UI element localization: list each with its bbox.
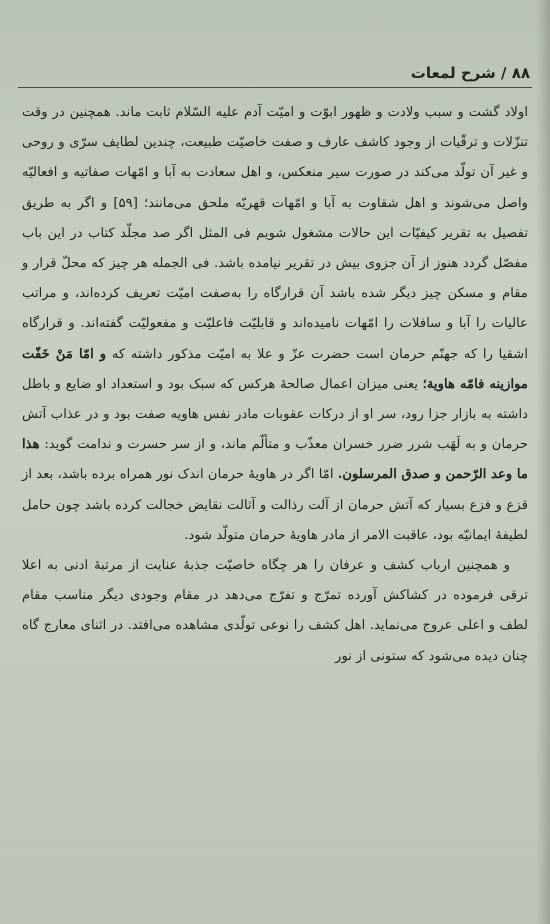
quran-quote: هذا ما وعد الرّحمن و صدق المرسلون. bbox=[22, 437, 528, 483]
paragraph-2 bbox=[22, 551, 528, 672]
page-edge-shadow bbox=[536, 0, 550, 924]
text-segment: و همچنین ارباب کشف و عرفان را هر چگاه خاصیّت جذبهٔ عنایت از مرتبهٔ ادنی به اعلا ترقی فرموده در کشاکش آورده تمرّج و تفرّج می‌دهد در مقام وجودی دیگر مناسب مقام لطف و اعلی عروج می‌نماید. اهل کشف را نوعی تولّدی مشاهده می‌افتد. در اثنای معارج گاه چنان دیده می‌شود که ستونی از نور bbox=[22, 558, 528, 664]
text-segment: اولاد گشت و سبب ولادت و ظهور ابوّت و امیّت آدم علیه السّلام ثابت ماند. همچنین در وقت تنزّلات و ترقّیات از وجود کاشف عارف و صفت خاصیّت طبیعت، چندین لطایف سرّی و روحی و غیر آن تولّد می‌کند در صورت سیر منعکس، و اهل سعادت به آبا و امّهات صفاتیه و افعالیّه واصل می‌شوند و اهل شقاوت به آبا و امّهات قهریّه ملحق می‌مانند؛ [۵۹] و اگر به طریق تفصیل به تقریر کیفیّات این حالات مشغول شویم فی المثل اگر صد مجلّد کتاب در این باب مفصّل گردد هنوز از آن جزوی بیش در تقریر نیامده باشد. فی الجمله هر چیز که محلّ قرار و مقام و مسکن چیز دیگر شده باشد آن قرارگاه را به‌صفت امیّت تعریف کرده‌اند، و مراتب عالیات را آبا و سافلات را امّهات نامیده‌اند و قابلیّت فاعلیّت و مفعولیّت گفته‌اند. و قرارگاه اشقیا را که جهنّم حرمان است حضرت عزّ و علا به امیّت مذکور داشته که bbox=[22, 105, 529, 362]
header-rule bbox=[18, 87, 532, 88]
page-header bbox=[18, 62, 532, 88]
text-segment: امّا اگر در هاویهٔ حرمان اندک نور همراه برده باشد، بعد از قزع و فزع بسیار که آتش حرمان از آلت رذالت و آثالت نقایض خجالت کرده باشد چون حامل لطیفهٔ ایمانیّه بود، عاقبت الامر از مادر هاویهٔ حرمان متولّد شود. bbox=[22, 467, 528, 543]
paragraph-1 bbox=[22, 98, 528, 551]
body-text bbox=[22, 98, 528, 672]
quran-quote: و امّا مَنْ خَفّت موازینه فامّه هاویة؛ bbox=[22, 346, 528, 392]
text-segment: یعنی میزان اعمال صالحهٔ هرکس که سبک بود و استعداد او ضایع و باطل داشته به بازار جزا رود، سر او از درکات عقوبات مادر نفس هاویه صفت بود و در عذاب آتش حرمان و به لَهَب شرر ضرر خسران معذّب و متألّم ماند، و از سر حسرت و ندامت گوید: bbox=[22, 376, 528, 453]
running-title: ۸۸ / شرح لمعات bbox=[410, 64, 530, 82]
